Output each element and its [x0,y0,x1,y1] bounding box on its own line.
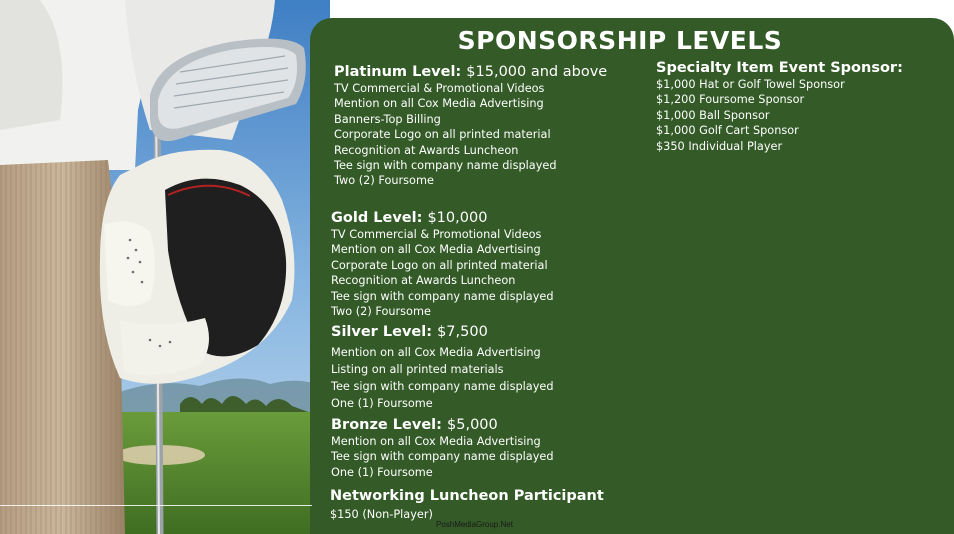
platinum-benefits [334,81,557,189]
list-item: Corporate Logo on all printed material [334,128,551,142]
platinum-amount: $15,000 and above [466,64,608,80]
list-item: Tee sign with company name displayed [334,159,557,173]
list-item: One (1) Foursome [331,465,433,479]
list-item: Mention on all Cox Media Advertising [331,346,541,359]
silver-label: Silver Level: [331,324,432,340]
list-item: $1,000 Ball Sponsor [656,108,770,122]
divider [0,505,312,506]
bronze-benefits [331,434,554,480]
gold-benefits [331,227,554,319]
bronze-label: Bronze Level: [331,417,442,433]
specialty-items [656,77,845,154]
platinum-label: Platinum Level: [334,64,462,80]
bronze-heading [331,417,498,433]
silver-heading [331,324,488,340]
gold-label: Gold Level: [331,210,423,226]
list-item: Tee sign with company name displayed [331,289,554,303]
specialty-label: Specialty Item Event Sponsor: [656,60,903,76]
list-item: $1,000 Golf Cart Sponsor [656,124,799,138]
list-item: One (1) Foursome [331,397,433,410]
list-item: Recognition at Awards Luncheon [331,274,516,288]
list-item: $150 (Non-Player) [330,508,433,521]
networking-items [330,507,433,522]
list-item: Recognition at Awards Luncheon [334,143,519,157]
list-item: $1,200 Foursome Sponsor [656,93,805,107]
networking-heading [330,488,604,504]
page-title: SPONSORSHIP LEVELS [457,26,783,55]
silver-benefits [331,344,554,412]
gold-amount: $10,000 [427,210,488,226]
list-item: Corporate Logo on all printed material [331,258,548,272]
platinum-heading [334,64,607,80]
list-item: $350 Individual Player [656,139,783,153]
networking-label: Networking Luncheon Participant [330,488,604,504]
list-item: Tee sign with company name displayed [331,380,554,393]
bronze-amount: $5,000 [447,417,498,433]
list-item: Banners-Top Billing [334,112,441,126]
list-item: TV Commercial & Promotional Videos [334,82,545,95]
list-item: TV Commercial & Promotional Videos [331,228,542,241]
list-item: $1,000 Hat or Golf Towel Sponsor [656,78,845,91]
list-item: Tee sign with company name displayed [331,450,554,464]
gold-heading [331,210,487,226]
list-item: Two (2) Foursome [334,174,434,188]
list-item: Listing on all printed materials [331,363,504,376]
footer-credit: PoshMediaGroup.Net [436,520,513,529]
specialty-heading [656,60,903,76]
list-item: Mention on all Cox Media Advertising [331,435,541,448]
silver-amount: $7,500 [437,324,488,340]
list-item: Mention on all Cox Media Advertising [334,97,544,111]
list-item: Mention on all Cox Media Advertising [331,243,541,257]
list-item: Two (2) Foursome [331,305,431,319]
